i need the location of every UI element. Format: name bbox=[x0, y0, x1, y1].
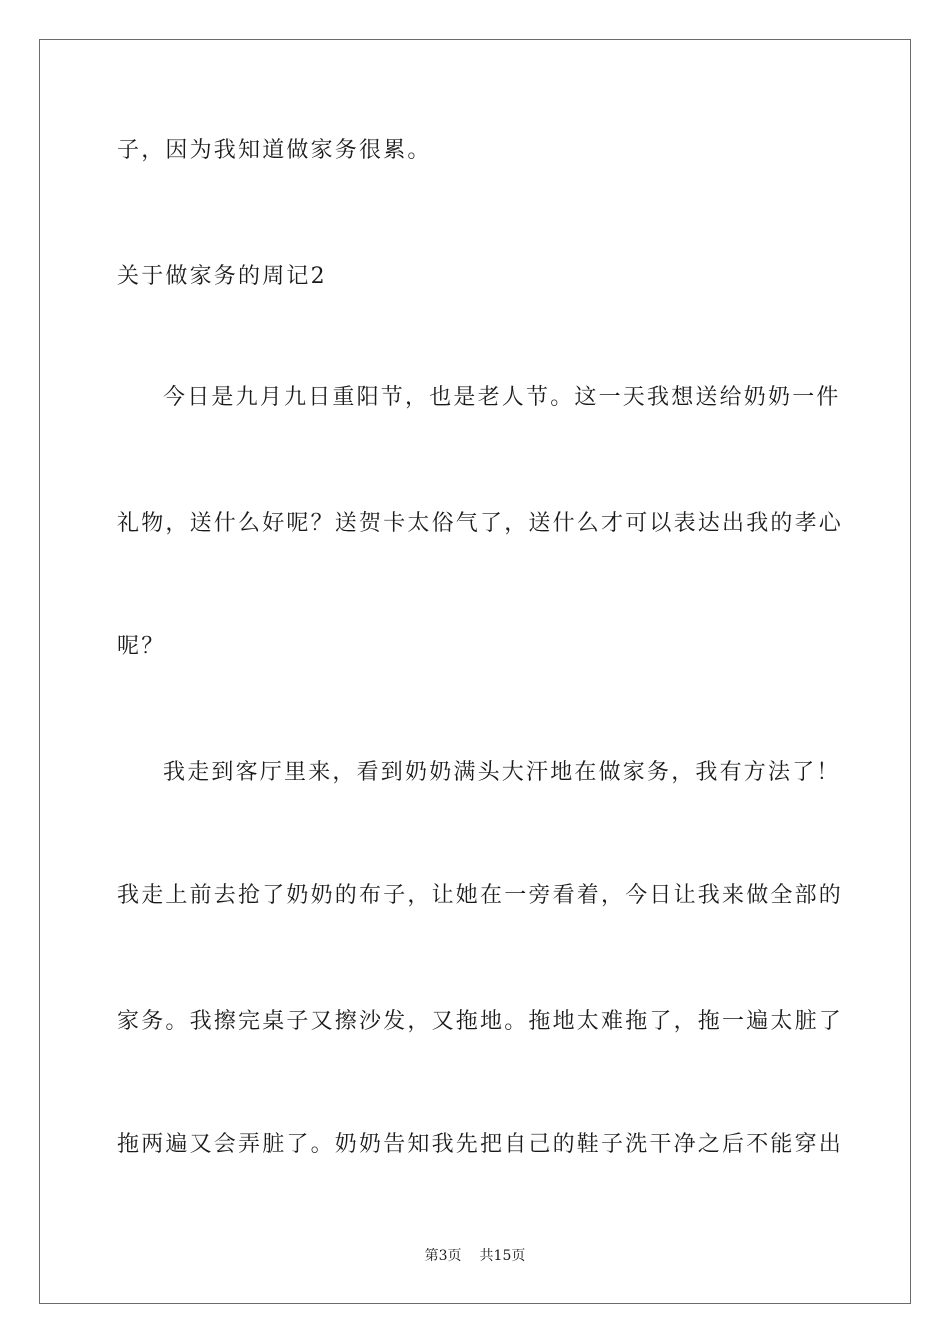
paragraph-line: 拖两遍又会弄脏了。奶奶告知我先把自己的鞋子洗干净之后不能穿出 bbox=[117, 1132, 844, 1157]
section-title: 关于做家务的周记2 bbox=[117, 264, 327, 289]
page-number: 第3页 bbox=[424, 1248, 462, 1264]
page-frame bbox=[39, 39, 911, 1304]
text-line: 子，因为我知道做家务很累。 bbox=[117, 138, 432, 163]
paragraph-line: 家务。我擦完桌子又擦沙发，又拖地。拖地太难拖了，拖一遍太脏了 bbox=[117, 1009, 844, 1034]
paragraph-line: 呢？ bbox=[117, 634, 166, 659]
page-footer bbox=[0, 1246, 950, 1266]
paragraph-line: 我走到客厅里来，看到奶奶满头大汗地在做家务，我有方法了！ bbox=[163, 760, 841, 785]
total-pages: 共15页 bbox=[479, 1248, 526, 1264]
paragraph-line: 礼物，送什么好呢？送贺卡太俗气了，送什么才可以表达出我的孝心 bbox=[117, 511, 844, 536]
paragraph-line: 今日是九月九日重阳节，也是老人节。这一天我想送给奶奶一件 bbox=[163, 385, 841, 410]
paragraph-line: 我走上前去抢了奶奶的布子，让她在一旁看着，今日让我来做全部的 bbox=[117, 883, 844, 908]
